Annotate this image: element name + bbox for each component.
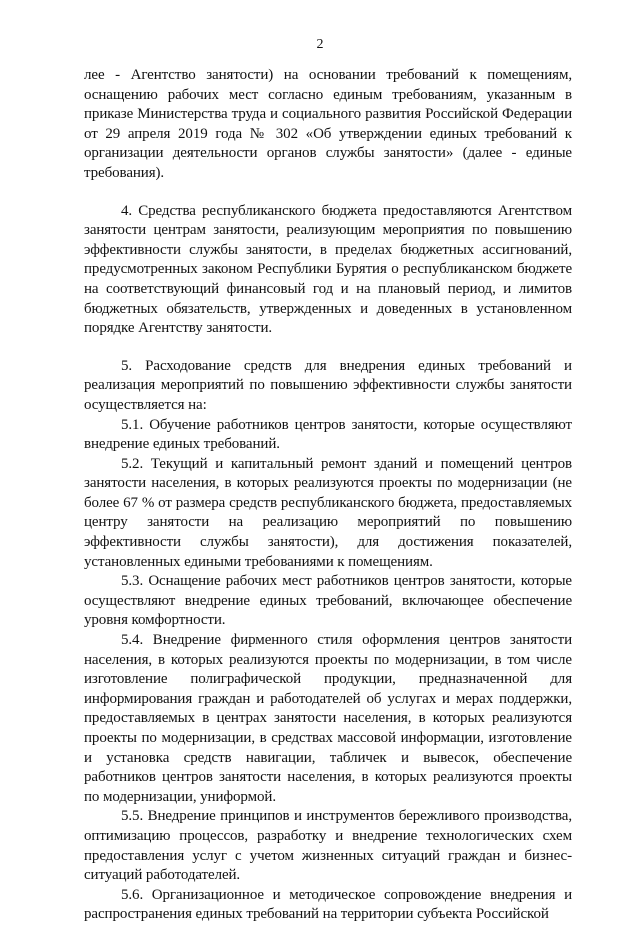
paragraph-item-5-6: 5.6. Организационное и методическое сопровождение внедрения и распространения единых требований на территории субъекта Российской xyxy=(84,886,572,923)
paragraph-continuation: лее - Агентство занятости) на основании требований к помещениям, оснащению рабочих мест согласно единым требованиям, указанным в приказе Министерства труда и социального развития Российской Федерации от 29 апреля 2019 года № 302 «Об утверждении единых требований к организации деятельности органов службы занятости» (далее - единые требования). xyxy=(84,67,572,181)
paragraph-item-5-5: 5.5. Внедрение принципов и инструментов бережливого производства, оптимизацию процессов, разработку и внедрение технологических схем предоставления услуг с учетом жизненных ситуаций граждан и бизнес-ситуаций работодателей. xyxy=(84,808,572,884)
paragraph-item-5-3: 5.3. Оснащение рабочих мест работников центров занятости, которые осуществляют внедрение единых требований, включающее обеспечение уровня комфортности. xyxy=(84,573,572,629)
paragraph-item-5-1: 5.1. Обучение работников центров занятости, которые осуществляют внедрение единых требований. xyxy=(84,416,572,453)
paragraph-item-5-2: 5.2. Текущий и капитальный ремонт зданий и помещений центров занятости населения, в которых реализуются проекты по модернизации (не более 67 % от размера средств республиканского бюджета, предоставляемых центру занятости на реализацию мероприятий по повышению эффективности службы занятости), для достижения показателей, установленных едиными требованиями к помещениям. xyxy=(84,455,572,570)
paragraph-item-5-4: 5.4. Внедрение фирменного стиля оформления центров занятости населения, в которых реализуются проекты по модернизации, в том числе изготовление полиграфической продукции, предназначенной для информирования граждан и работодателей об услугах и мерах поддержки, предоставляемых в центрах занятости населения, в которых реализуются проекты по модернизации, в средствах массовой информации, изготовление и установка средств навигации, табличек и вывесок, обеспечение работников центров занятости населения, в которых реализуются проекты по модернизации, униформой. xyxy=(84,632,572,805)
document-body xyxy=(84,66,572,925)
paragraph-item-5: 5. Расходование средств для внедрения единых требований и реализация мероприятий по повышению эффективности службы занятости осуществляется на: xyxy=(84,357,572,413)
paragraph-item-4: 4. Средства республиканского бюджета предоставляются Агентством занятости центрам занятости, реализующим мероприятия по повышению эффективности службы занятости, в пределах бюджетных ассигнований, предусмотренных законом Республики Бурятия о республиканском бюджете на соответствующий финансовый год и на плановый период, и лимитов бюджетных обязательств, утвержденных и доведенных в установленном порядке Агентству занятости. xyxy=(84,202,572,337)
page-number: 2 xyxy=(316,37,324,52)
